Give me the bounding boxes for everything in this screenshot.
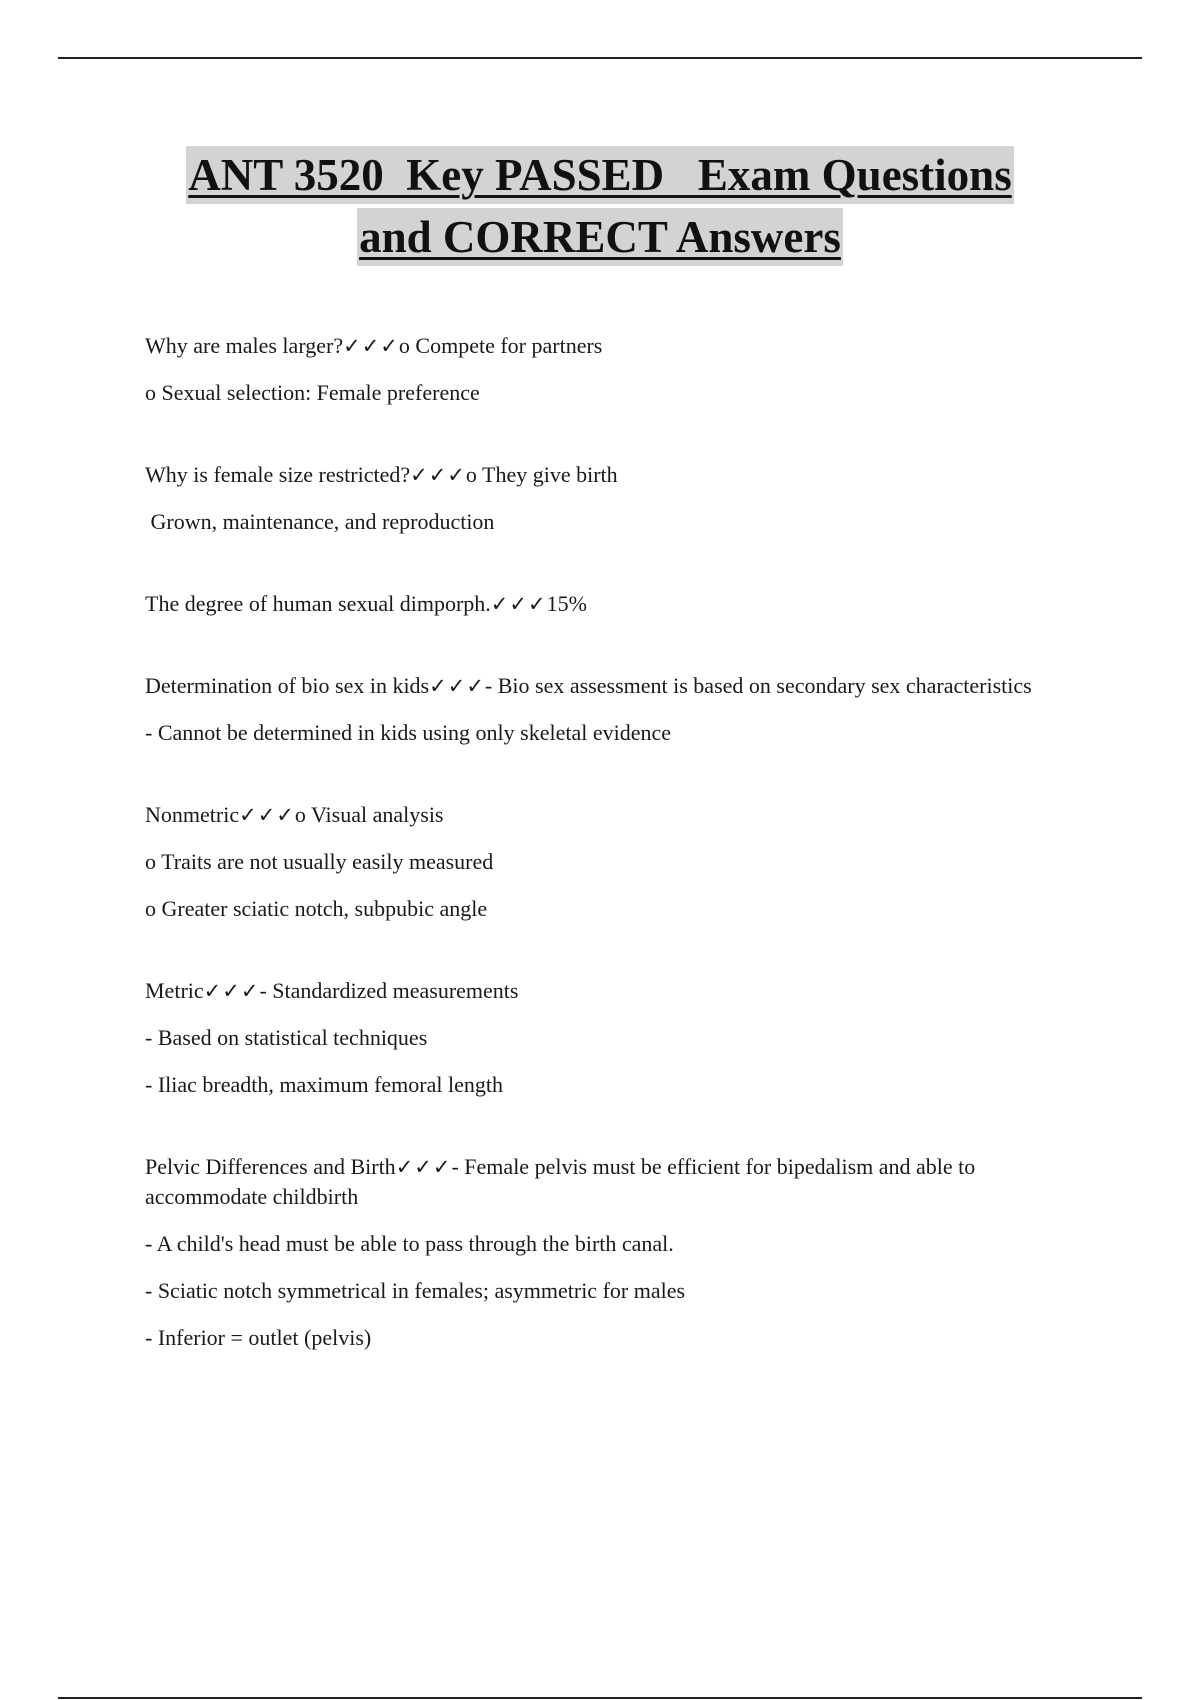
question-text: Pelvic Differences and Birth (145, 1154, 396, 1179)
qa-first-line (145, 800, 1065, 830)
check-mark-icon: ✓✓✓ (203, 979, 260, 1003)
answer-line: - Bio sex assessment is based on secondary sex characteristics (484, 673, 1032, 698)
check-mark-icon: ✓✓✓ (239, 803, 295, 827)
question-text: The degree of human sexual dimporph. (145, 591, 491, 616)
qa-item (145, 800, 1065, 924)
qa-list (145, 331, 1065, 1405)
answer-line: 15% (546, 591, 587, 616)
page-bottom-rule (58, 1697, 1142, 1699)
question-text: Nonmetric (145, 802, 240, 827)
qa-item (145, 1152, 1065, 1353)
qa-first-line (145, 1152, 1065, 1212)
check-mark-icon: ✓✓✓ (490, 592, 547, 616)
check-mark-icon: ✓✓✓ (410, 463, 466, 487)
question-text: Determination of bio sex in kids (145, 673, 430, 698)
check-mark-icon: ✓✓✓ (395, 1155, 452, 1179)
answer-line: o Greater sciatic notch, subpubic angle (145, 896, 488, 921)
document-title (0, 146, 1200, 270)
check-mark-icon: ✓✓✓ (343, 334, 399, 358)
answer-line: - Iliac breadth, maximum femoral length (145, 1072, 503, 1097)
answer-line: Grown, maintenance, and reproduction (145, 509, 495, 534)
answer-line: - Cannot be determined in kids using only skeletal evidence (145, 720, 672, 745)
qa-first-line (145, 671, 1065, 701)
answer-line: - Inferior = outlet (pelvis) (145, 1325, 372, 1350)
title-line-1: ANT 3520 Key PASSED Exam Questions (186, 146, 1013, 204)
answer-line: - A child's head must be able to pass through the birth canal. (145, 1231, 674, 1256)
qa-item (145, 331, 1065, 408)
page-top-rule (58, 57, 1142, 59)
answer-line: o They give birth (465, 462, 618, 487)
question-text: Why is female size restricted? (145, 462, 411, 487)
answer-line: - Standardized measurements (259, 978, 519, 1003)
answer-line: o Visual analysis (294, 802, 444, 827)
answer-line: o Sexual selection: Female preference (145, 380, 480, 405)
answer-line: o Compete for partners (398, 333, 603, 358)
qa-first-line (145, 460, 1065, 490)
question-text: Why are males larger? (145, 333, 344, 358)
title-line-2: and CORRECT Answers (357, 208, 843, 266)
qa-first-line (145, 976, 1065, 1006)
qa-item (145, 671, 1065, 748)
qa-item (145, 460, 1065, 537)
qa-first-line (145, 331, 1065, 361)
check-mark-icon: ✓✓✓ (429, 674, 485, 698)
qa-item (145, 589, 1065, 619)
answer-line: - Based on statistical techniques (145, 1025, 428, 1050)
qa-first-line (145, 589, 1065, 619)
qa-item (145, 976, 1065, 1100)
answer-line: - Sciatic notch symmetrical in females; asymmetric for males (145, 1278, 686, 1303)
question-text: Metric (145, 978, 204, 1003)
answer-line: o Traits are not usually easily measured (145, 849, 494, 874)
answer-line: - Female pelvis must be efficient for bipedalism and able to accommodate childbirth (145, 1154, 981, 1209)
